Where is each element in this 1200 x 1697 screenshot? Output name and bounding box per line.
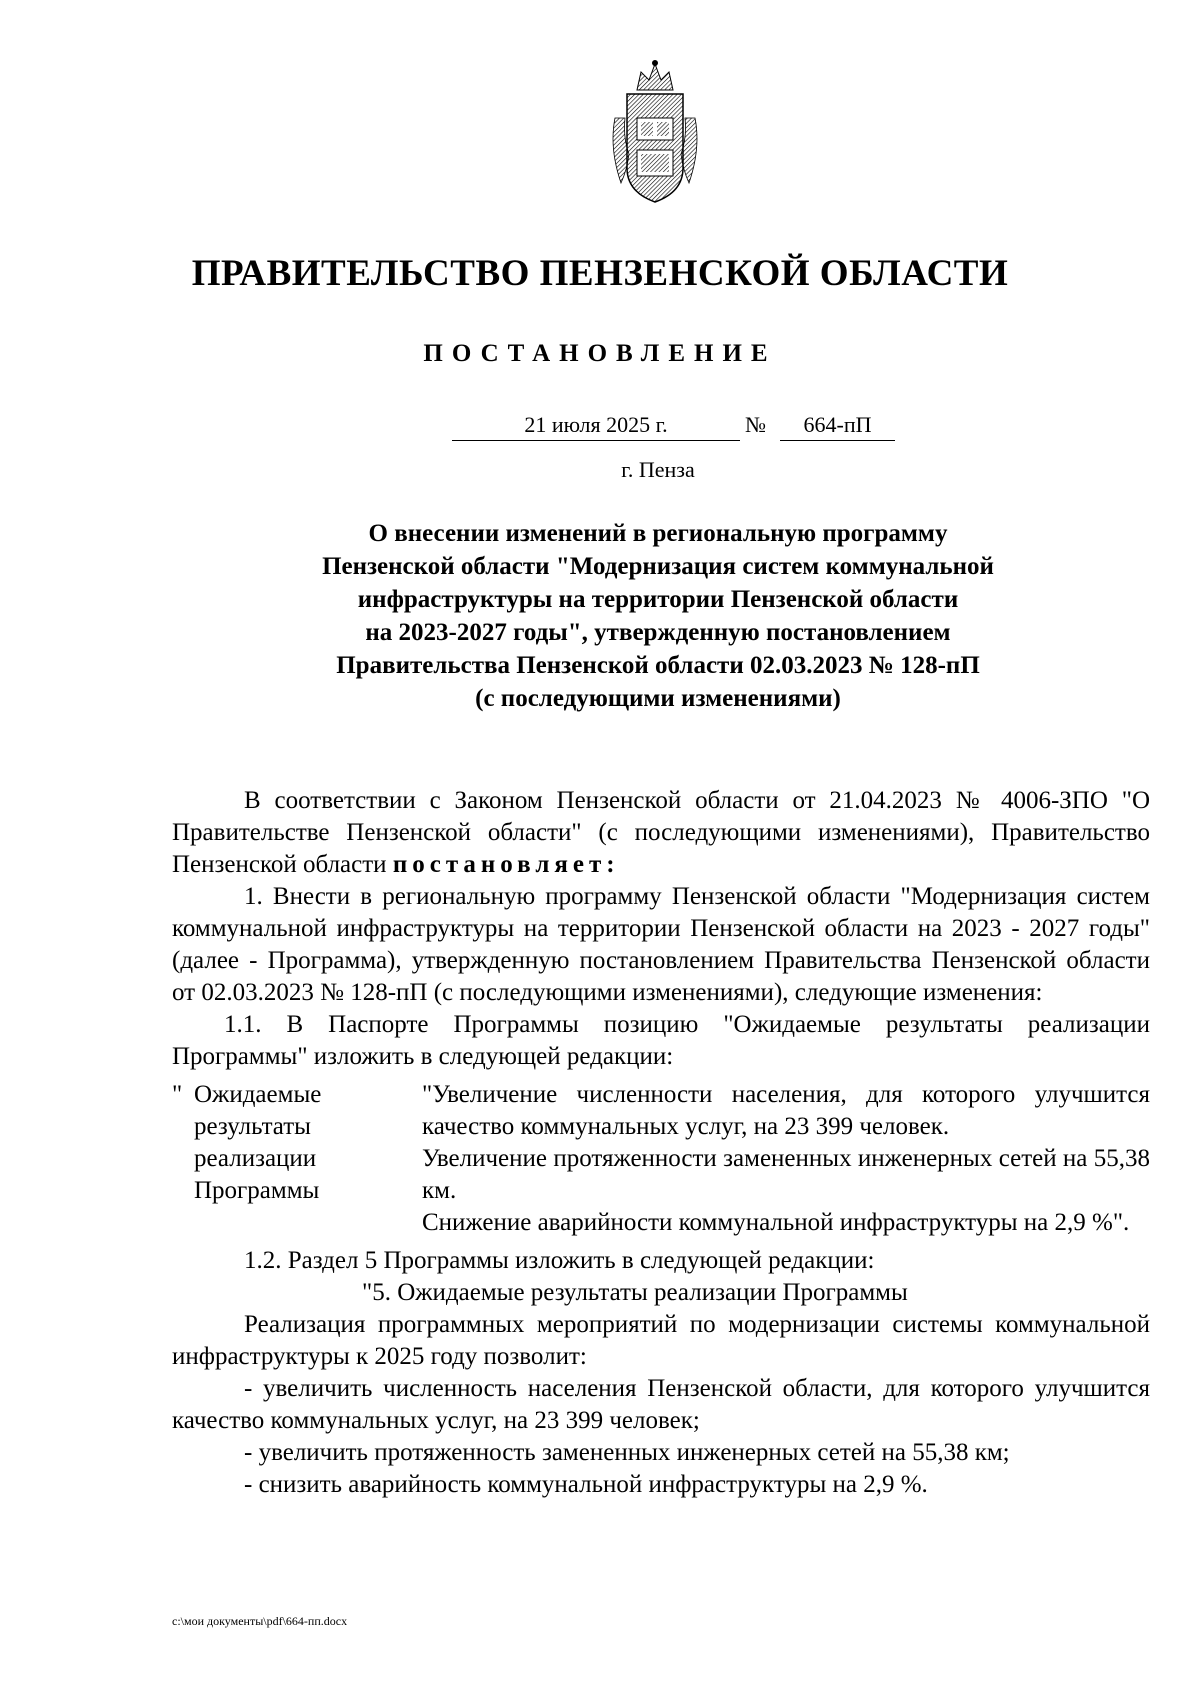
preamble-text: В соответствии с Законом Пензенской области от 21.04.2023 № 4006-ЗПО "О Правительстве Пензенской области" (с последующими изменениями), Правительство Пензенской области [172, 787, 1150, 878]
section-intro: Реализация программных мероприятий по модернизации системы коммунальной инфраструктуры к 2025 году позволит: [172, 1311, 1150, 1370]
passport-value: Снижение аварийности коммунальной инфраструктуры на 2,9 %". [422, 1209, 1130, 1236]
subject-line: Правительства Пензенской области 02.03.2023 № 128-пП [336, 652, 980, 679]
passport-value: Увеличение протяженности замененных инженерных сетей на 55,38 км. [422, 1145, 1150, 1204]
document-date: 21 июля 2025 г. [452, 412, 740, 441]
subject-line: Пензенской области "Модернизация систем коммунальной [322, 553, 994, 580]
preamble-paragraph [172, 785, 1150, 881]
bullet-item: - увеличить численность населения Пензенской области, для которого улучшится качество коммунальных услуг, на 23 399 человек; [172, 1375, 1150, 1434]
document-number: 664-пП [780, 412, 895, 441]
government-title: ПРАВИТЕЛЬСТВО ПЕНЗЕНСКОЙ ОБЛАСТИ [191, 253, 1009, 294]
section-5-title: "5. Ожидаемые результаты реализации Программы [362, 1279, 908, 1306]
subject-line: (с последующими изменениями) [475, 685, 841, 712]
number-sign: № [745, 412, 766, 437]
item-1-2: 1.2. Раздел 5 Программы изложить в следующей редакции: [244, 1247, 875, 1274]
passport-label-line: результаты [194, 1113, 311, 1140]
passport-label-line: реализации [194, 1145, 317, 1172]
coat-of-arms-icon [607, 58, 703, 208]
item-1-1: 1.1. В Паспорте Программы позицию "Ожидаемые результаты реализации Программы" изложить в следующей редакции: [172, 1011, 1150, 1070]
passport-label-line: Ожидаемые [194, 1081, 322, 1108]
document-city: г. Пенза [621, 457, 695, 482]
subject-line: О внесении изменений в региональную программу [368, 520, 948, 547]
passport-label-line: Программы [194, 1177, 320, 1204]
bullet-item: - увеличить протяженность замененных инженерных сетей на 55,38 км; [244, 1439, 1010, 1466]
document-subject [0, 517, 1200, 715]
passport-values [422, 1079, 1150, 1239]
bullet-item: - снизить аварийность коммунальной инфраструктуры на 2,9 %. [244, 1471, 928, 1498]
resolves-word: постановляет: [392, 851, 620, 878]
subject-line: инфраструктуры на территории Пензенской области [357, 586, 959, 613]
passport-quote-mark: " [172, 1081, 183, 1108]
passport-value: "Увеличение численности населения, для которого улучшится качество коммунальных услуг, на 23 399 человек. [422, 1081, 1150, 1140]
document-body [172, 785, 1150, 1501]
subject-line: на 2023-2027 годы", утвержденную постановлением [365, 619, 951, 646]
passport-label [172, 1079, 422, 1239]
passport-table [172, 1079, 1150, 1239]
document-type: ПОСТАНОВЛЕНИЕ [423, 340, 777, 367]
item-1: 1. Внести в региональную программу Пензенской области "Модернизация систем коммунальной инфраструктуры на территории Пензенской области на 2023 - 2027 годы" (далее - Программа), утвержденную постановлением Правительства Пензенской области от 02.03.2023 № 128-пП (с последующими изменениями), следующие изменения: [172, 883, 1150, 1006]
footer-file-path: c:\мои документы\pdf\664-пп.docx [172, 1614, 348, 1628]
